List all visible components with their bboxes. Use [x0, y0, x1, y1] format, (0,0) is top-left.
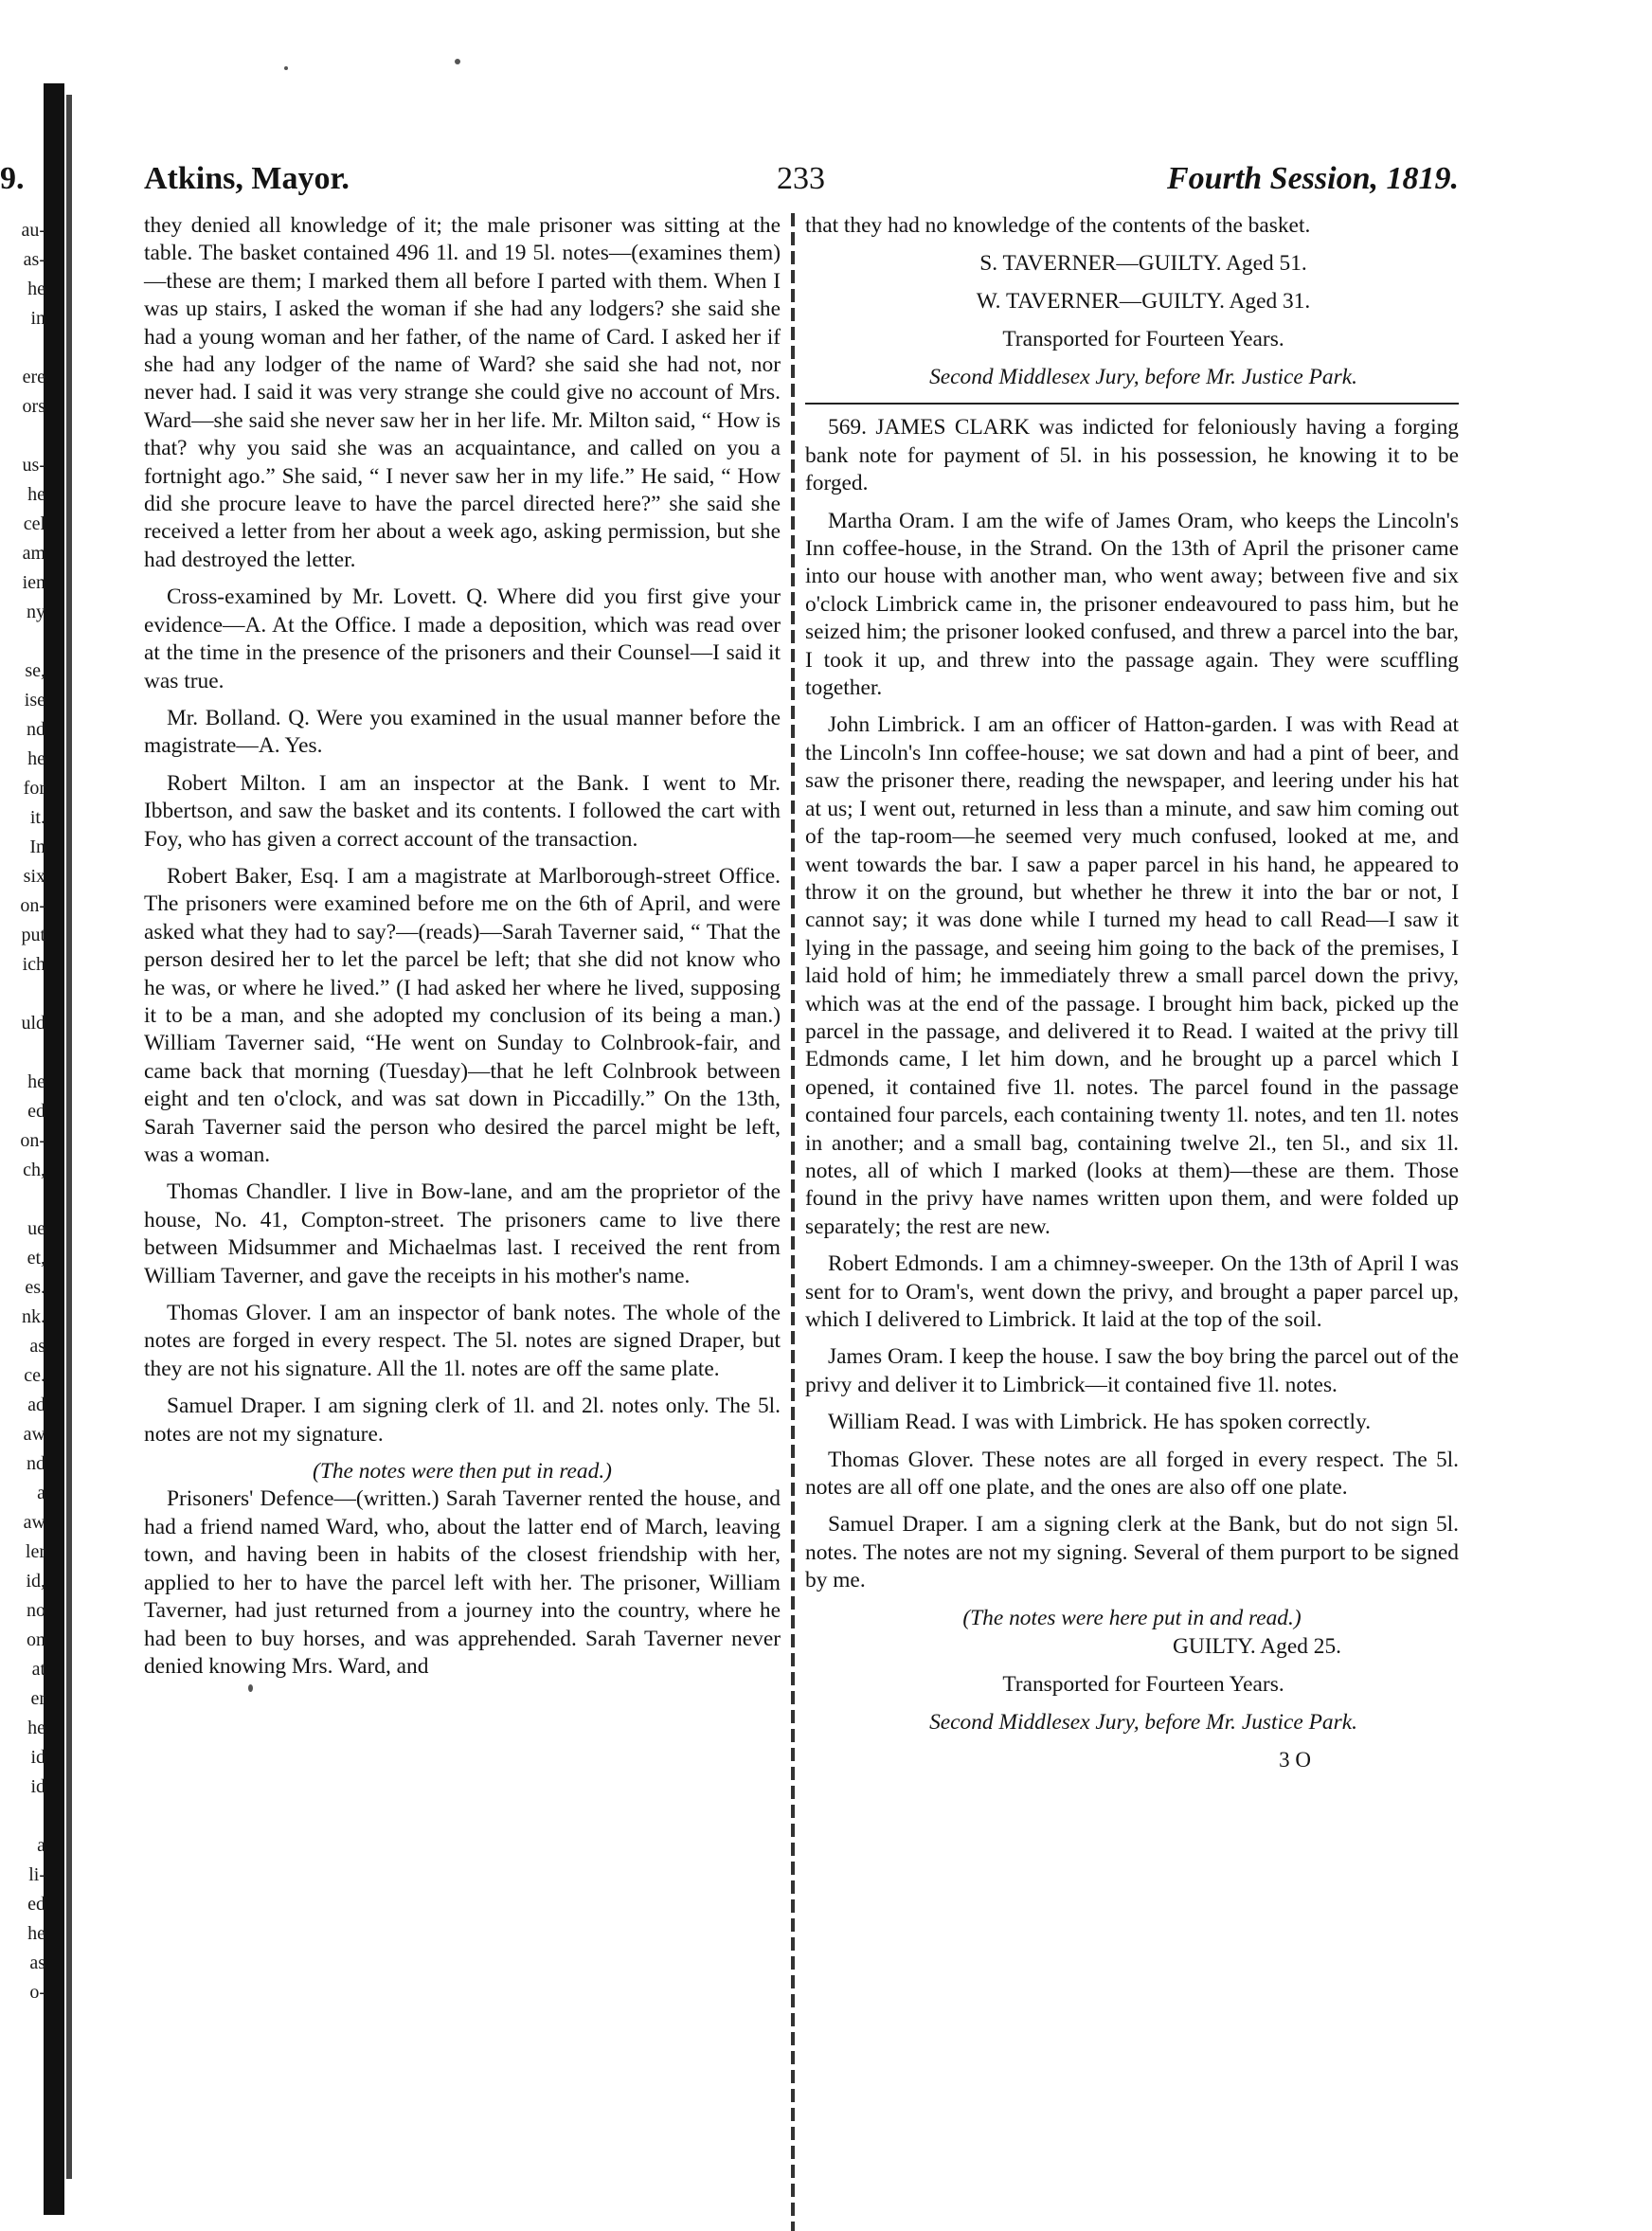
edge-fragment: at	[31, 1659, 45, 1680]
edge-fragment: ue	[27, 1218, 45, 1239]
edge-fragment: es.	[25, 1277, 45, 1298]
edge-fragment: on	[27, 1629, 45, 1650]
edge-fragment: on-	[20, 895, 45, 916]
right-column	[805, 212, 1459, 1783]
paragraph: John Limbrick. I am an officer of Hatton-garden. I was with Read at the Lincoln's Inn coffee-house; we sat down and had a pint of beer, and saw the prisoner there, reading the newspaper, and leering under his hat at us; I went out, returned in less than a minute, and saw him coming out of the tap-room—he seemed very much confused, looked at me, and went towards the bar. I saw a paper parcel in his hand, he appeared to throw it on the ground, but whether he threw it into the bar or not, I cannot say; it was done while I turned my head to call Read—I saw it lying in the passage, and seeing him going to the back of the premises, I laid hold of him; he immediately threw a small parcel down the privy, which was at the end of the passage. I brought him back, picked up the parcel in the passage, and delivered it to Read. I waited at the privy till Edmonds came, I let him down, and he brought up a parcel which I opened, it contained five 1l. notes. The parcel found in the passage contained four parcels, each containing twenty 1l. notes, and ten 1l. notes in another; and a small bag, containing twelve 2l., ten 5l., and six 1l. notes, all of which I marked (looks at them)—these are them. Those found in the privy have names written upon them, and were folded up separately; the rest are new.	[805, 712, 1459, 1239]
paragraph: Thomas Glover. I am an inspector of bank notes. The whole of the notes are forged in every respect. The 5l. notes are signed Draper, but they are not his signature. All the 1l. notes are off the same plate.	[144, 1301, 781, 1381]
paragraph: James Oram. I keep the house. I saw the boy bring the parcel out of the privy and deliver it to Limbrick—it contained five 1l. notes.	[805, 1344, 1459, 1397]
edge-fragment	[0, 1185, 45, 1214]
edge-fragment: ce.	[24, 1365, 45, 1386]
edge-fragment: he	[27, 748, 45, 769]
edge-fragment: six	[23, 866, 45, 887]
paragraph: Prisoners' Defence—(written.) Sarah Taverner rented the house, and had a friend named Ward, who, about the latter end of March, leaving town, and having been in habits of the closest friendship with her, applied to her to have the parcel left with her. The prisoner, William Taverner, had just returned from a journey into the country, where he had been to buy horses, and was apprehended. Sarah Taverner never denied knowing Mrs. Ward, and	[144, 1486, 781, 1679]
edge-fragment: uld	[21, 1013, 45, 1034]
header-left: Atkins, Mayor.	[144, 161, 350, 196]
edge-fragment	[0, 980, 45, 1009]
left-column	[144, 212, 781, 1690]
jury-note: Second Middlesex Jury, before Mr. Justice Park.	[929, 1710, 1357, 1736]
paragraph: Robert Baker, Esq. I am a magistrate at Marlborough-street Office. The prisoners were examined before me on the 6th of April, and were asked what they had to say?—(reads)—Sarah Taverner said, “ That the person desired her to let the parcel be left; that she did not know who he was, or where he lived.” (I had asked her where he lived, supposing it to be a man, and she adopted my conclusion of its being a man.) William Taverner said, “He went on Sunday to Colnbrook-fair, and came back that morning (Tuesday)—that he left Colnbrook between eight and ten o'clock, and was sat down in Piccadilly.” On the 13th, Sarah Taverner said the person who desired the parcel might be left, was a woman.	[144, 863, 781, 1167]
edge-fragment: cel	[23, 513, 45, 534]
edge-fragment: et,	[27, 1248, 45, 1268]
paragraph: 569. JAMES CLARK was indicted for feloniously having a forging bank note for payment of 5l. in his possession, he knowing it to be forged.	[805, 415, 1459, 496]
edge-fragment: he	[27, 279, 45, 299]
edge-fragment: id,	[26, 1571, 45, 1592]
paragraph: Mr. Bolland. Q. Were you examined in the usual manner before the magistrate—A. Yes.	[144, 705, 781, 759]
paragraph: Robert Edmonds. I am a chimney-sweeper. On the 13th of April I was sent for to Oram's, went down the privy, and brought a paper parcel up, which I delivered to Limbrick. It laid at the top of the soil.	[805, 1251, 1459, 1332]
edge-fragment	[0, 422, 45, 451]
edge-fragment: id	[30, 1776, 45, 1797]
edge-fragment	[0, 627, 45, 657]
edge-fragment: ad	[27, 1394, 45, 1415]
edge-fragment: ny	[27, 602, 45, 622]
paragraph: Robert Milton. I am an inspector at the Bank. I went to Mr. Ibbertson, and saw the basket and its contents. I followed the cart with Foy, who has given a correct account of the transaction.	[144, 770, 781, 852]
edge-fragment: li-	[28, 1864, 45, 1885]
edge-fragment: ien	[22, 572, 45, 593]
paragraph: William Read. I was with Limbrick. He has spoken correctly.	[828, 1410, 1372, 1435]
edge-fragment: id	[30, 1747, 45, 1768]
edge-fragment: ere	[22, 367, 45, 387]
signature-mark: 3 O	[1279, 1748, 1311, 1772]
paragraph: Samuel Draper. I am a signing clerk at the Bank, but do not sign 5l. notes. The notes are not my signing. Several of them purport to be signed by me.	[805, 1512, 1459, 1593]
edge-fragment: ler	[25, 1541, 45, 1562]
edge-fragment: a	[37, 1835, 45, 1856]
edge-fragment: am	[22, 543, 45, 564]
edge-fragment: ed	[27, 1894, 45, 1915]
page-number: 233	[777, 161, 825, 196]
edge-fragment: au-	[21, 220, 45, 241]
paragraph: Thomas Chandler. I live in Bow-lane, and am the proprietor of the house, No. 41, Compton-street. The prisoners came to live there between Midsummer and Michaelmas last. I received the rent from William Taverner, and gave the receipts in his mother's name.	[144, 1179, 781, 1288]
edge-fragment: aw	[23, 1424, 45, 1445]
edge-fragment: he	[27, 1923, 45, 1944]
ink-speck	[284, 66, 288, 70]
ink-speck	[455, 59, 460, 64]
verdict: W. TAVERNER—GUILTY. Aged 31.	[976, 289, 1311, 315]
verdict: GUILTY. Aged 25.	[1172, 1634, 1342, 1660]
edge-fragment: er	[30, 1688, 45, 1709]
edge-fragment: a	[37, 1483, 45, 1503]
edge-fragment: he	[27, 1071, 45, 1092]
edge-fragment: nk.	[22, 1306, 45, 1327]
edge-fragment: it.	[29, 807, 45, 828]
sentence: Transported for Fourteen Years.	[1002, 1672, 1284, 1698]
edge-fragment: nd	[27, 719, 45, 740]
paragraph: Samuel Draper. I am signing clerk of 1l. and 2l. notes only. The 5l. notes are not my signature.	[144, 1394, 781, 1447]
edge-fragment: aw	[23, 1512, 45, 1533]
book-binding-shadow	[66, 95, 72, 2179]
edge-fragment: for	[23, 778, 45, 799]
edge-fragment	[0, 333, 45, 363]
edge-fragment: ise	[24, 690, 45, 711]
edge-fragment: he	[27, 484, 45, 505]
edge-fragment: in	[30, 308, 45, 329]
edge-fragment: se,	[25, 660, 45, 681]
edge-fragment: he	[27, 1718, 45, 1738]
stage-note: (The notes were here put in and read.)	[962, 1605, 1302, 1630]
edge-fragment	[0, 1802, 45, 1831]
edge-fragment: In	[29, 837, 45, 857]
edge-fragment	[0, 1038, 45, 1068]
sentence: Transported for Fourteen Years.	[1002, 327, 1284, 352]
edge-fragment: on-	[20, 1130, 45, 1151]
header-right: Fourth Session, 1819.	[1167, 161, 1459, 196]
adjacent-page-fragments	[0, 216, 45, 2007]
edge-fragment: no	[27, 1600, 45, 1621]
edge-fragment: ed	[27, 1101, 45, 1122]
edge-fragment: us-	[22, 455, 45, 476]
edge-fragment: ich	[22, 954, 45, 975]
stage-note: (The notes were then put in read.)	[313, 1459, 612, 1484]
edge-fragment: nd	[27, 1453, 45, 1474]
edge-fragment: o-	[29, 1982, 45, 2003]
edge-fragment: ors	[22, 396, 45, 417]
edge-fragment: as	[29, 1952, 45, 1973]
book-binding-edge	[44, 83, 64, 2215]
edge-fragment: ch,	[23, 1160, 45, 1180]
edge-fragment: put	[21, 925, 45, 945]
paragraph: they denied all knowledge of it; the male prisoner was sitting at the table. The basket contained 496 1l. and 19 5l. notes—(examines them)—these are them; I marked them all before I parted with them. When I was up stairs, I asked the woman if she had any lodgers? she said she had a young woman and her father, of the name of Card. I asked her if she had any lodger of the name of Ward? she said she had not, nor never had. I said it was very strange she could give no account of Mrs. Ward—she said she never saw her in her life. Mr. Milton said, “ How is that? why you said she was an acquaintance, and called on you a fortnight ago.” She said, “ I never saw her in my life.” He said, “ How did she procure leave to have the parcel directed here?” she said she received a letter from her about a week ago, asking permission, but she had destroyed the letter.	[144, 213, 781, 572]
edge-fragment: as	[29, 1336, 45, 1357]
header-left-number: 9.	[0, 161, 25, 196]
paragraph: Martha Oram. I am the wife of James Oram, who keeps the Lincoln's Inn coffee-house, in the Strand. On the 13th of April the prisoner came into our house with another man, who went away; between five and six o'clock Limbrick came in, the prisoner endeavoured to pass him, but he seized him; the prisoner looked confused, and threw a parcel into the bar, I took it up, and threw into the passage again. They were scuffling together.	[805, 508, 1459, 701]
paragraph: that they had no knowledge of the contents of the basket.	[805, 213, 1311, 238]
paragraph: Thomas Glover. These notes are all forged in every respect. The 5l. notes are all off one plate, and the ones are also off one plate.	[805, 1447, 1459, 1501]
edge-fragment: as-	[23, 249, 45, 270]
case-separator-rule	[805, 403, 1459, 405]
page-header	[0, 161, 1652, 208]
jury-note: Second Middlesex Jury, before Mr. Justice Park.	[929, 365, 1357, 390]
paragraph: Cross-examined by Mr. Lovett. Q. Where did you first give your evidence—A. At the Office. I made a deposition, which was read over at the time in the presence of the prisoners and their Counsel—I said it was true.	[144, 585, 781, 693]
column-divider	[791, 213, 795, 2231]
verdict: S. TAVERNER—GUILTY. Aged 51.	[979, 251, 1307, 277]
